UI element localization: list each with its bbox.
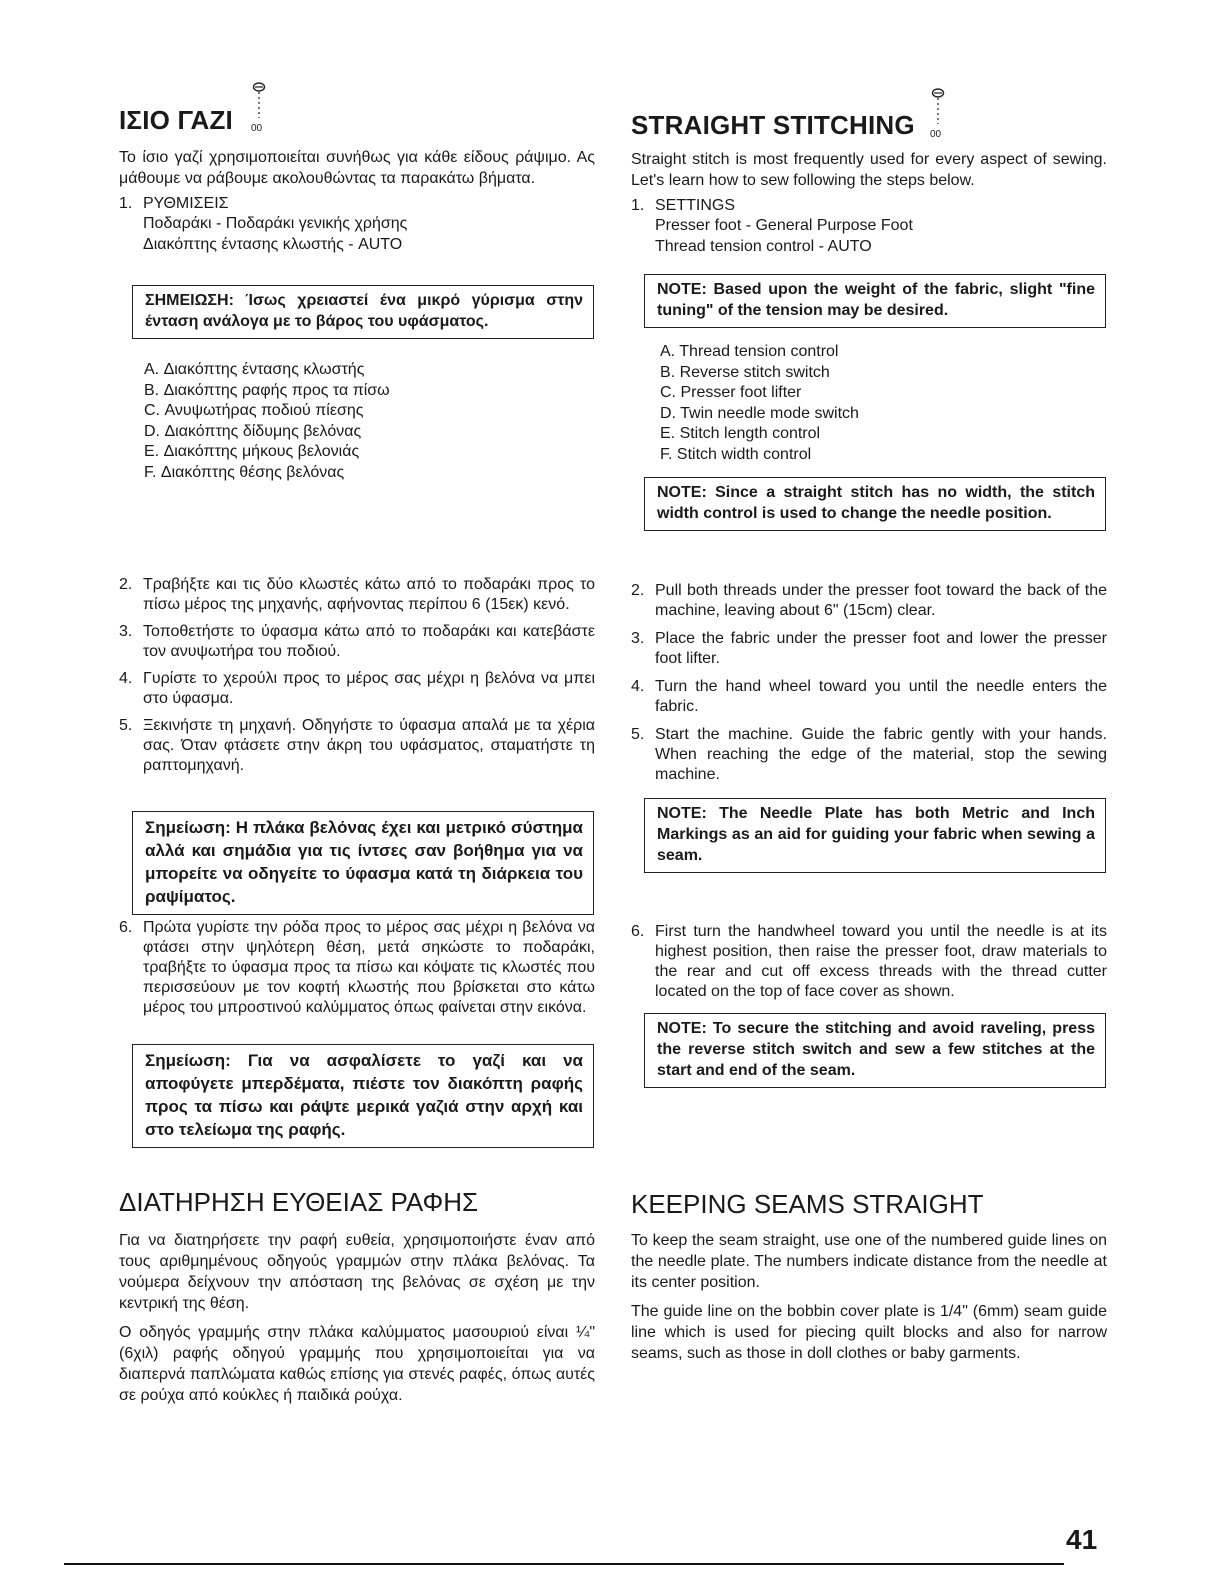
greek-keeping-p2: Ο οδηγός γραμμής στην πλάκα καλύμματος μασουριού είναι ¼" (6χιλ) ραφής οδηγού γραμμής που χρησιμοποιείται για να διαπερνά παπλώματα καθώς επίσης για στενές ραφές, όπως αυτές σε ρούχα από κούκλες ή παιδικά ρούχα.: [119, 1324, 595, 1404]
english-note-width: NOTE: Since a straight stitch has no width, the stitch width control is used to change the needle position.: [644, 477, 1106, 531]
english-settings-line2: Thread tension control - AUTO: [655, 237, 872, 255]
greek-control-d: D. Διακόπτης δίδυμης βελόνας: [144, 422, 362, 440]
english-section-title: STRAIGHT STITCHING: [631, 110, 915, 140]
english-settings-num: 1.: [631, 197, 645, 214]
greek-control-b: B. Διακόπτης ραφής προς τα πίσω: [144, 381, 390, 399]
greek-settings-line1: Ποδαράκι - Ποδαράκι γενικής χρήσης: [143, 215, 408, 232]
greek-settings: [119, 194, 595, 255]
straight-stitch-icon-english: [928, 86, 950, 138]
english-control-c: C. Presser foot lifter: [660, 384, 802, 401]
english-keeping-p2: The guide line on the bobbin cover plate is 1/4" (6mm) seam guide line which is used for piecing quilt blocks and also for narrow seams, such as those in doll clothes or baby garments.: [631, 1303, 1107, 1362]
greek-step-2: 2. Τραβήξτε και τις δύο κλωστές κάτω από το ποδαράκι προς το πίσω μέρος της μηχανής, αφήνοντας περίπου 6 (15εκ) κενό.: [119, 576, 595, 613]
greek-step-3: 3. Τοποθετήστε το ύφασμα κάτω από το ποδαράκι και κατεβάστε τον ανυψωτήρα του ποδιού.: [119, 623, 595, 660]
english-control-b: B. Reverse stitch switch: [660, 363, 830, 381]
english-control-d: D. Twin needle mode switch: [660, 404, 859, 422]
greek-settings-num: 1.: [119, 195, 133, 212]
english-step-3: 3. Place the fabric under the presser foot and lower the presser foot lifter.: [631, 630, 1107, 667]
english-title-row: [631, 110, 1107, 140]
stitch-code-left: 00: [251, 123, 263, 132]
greek-control-c: C. Ανυψωτήρας ποδιού πίεσης: [144, 402, 364, 419]
greek-note-secure: Σημείωση: Για να ασφαλίσετε το γαζί και να αποφύγετε μπερδέματα, πιέστε τον διακόπτη ραφής προς τα πίσω και ράψτε μερικά γαζιά στην αρχή και στο τελείωμα της ραφής.: [132, 1044, 594, 1148]
english-intro: Straight stitch is most frequently used for every aspect of sewing. Let's learn how to sew following the steps below.: [631, 151, 1107, 189]
greek-step-5: 5. Ξεκινήστε τη μηχανή. Οδηγήστε το ύφασμα απαλά με τα χέρια σας. Όταν φτάσετε στην άκρη του υφάσματος, σταματήστε τη ραπτομηχανή.: [119, 717, 595, 774]
greek-step-6: 6. Πρώτα γυρίστε την ρόδα προς το μέρος σας μέχρι η βελόνα να φτάσει στην ψηλότερη θέση, μετά σηκώστε το ποδαράκι, τραβήξτε το ύφασμα προς τα πίσω και κόψατε τις κλωστές που περισσεύουν με τον κοφτή κλωστής που βρίσκεται στο κάτω μέρος του μπροστινού καλύμματος όπως φαίνεται στην εικόνα.: [119, 919, 595, 1016]
greek-step-4: 4. Γυρίστε το χερούλι προς το μέρος σας μέχρι η βελόνα να μπει στο ύφασμα.: [119, 670, 595, 707]
greek-controls-list: [144, 360, 584, 483]
english-step-6: 6. First turn the handwheel toward you until the needle is at its highest position, then raise the presser foot, draw materials to the rear and cut off excess threads with the thread cutter located on the top of face cover as shown.: [631, 923, 1107, 1000]
english-keeping-p1: To keep the seam straight, use one of the numbered guide lines on the needle plate. The numbers indicate distance from the needle at its center position.: [631, 1232, 1107, 1291]
greek-control-e: E. Διακόπτης μήκους βελονιάς: [144, 443, 360, 460]
english-step-2: 2. Pull both threads under the presser foot toward the back of the machine, leaving about 6" (15cm) clear.: [631, 582, 1107, 619]
english-keeping-title: KEEPING SEAMS STRAIGHT: [631, 1189, 984, 1219]
english-note-tension: NOTE: Based upon the weight of the fabric, slight "fine tuning" of the tension may be desired.: [644, 274, 1106, 328]
greek-settings-title: ΡΥΘΜΙΣΕΙΣ: [143, 195, 229, 212]
stitch-code-right: 00: [930, 129, 942, 138]
greek-settings-line2: Διακόπτης έντασης κλωστής - AUTO: [143, 235, 403, 253]
english-settings-line1: Presser foot - General Purpose Foot: [655, 217, 913, 234]
greek-steps: [119, 575, 595, 776]
greek-section-title: ΙΣΙΟ ΓΑΖΙ: [119, 105, 233, 135]
greek-note-tension: ΣΗΜΕΙΩΣΗ: Ίσως χρειαστεί ένα μικρό γύρισμα στην ένταση ανάλογα με το βάρος του υφάσματος.: [132, 285, 594, 339]
greek-intro: Το ίσιο γαζί χρησιμοποιείται συνήθως για κάθε είδους ράψιμο. Ας μάθουμε να ράβουμε ακολουθώντας τα παρακάτω βήματα.: [119, 149, 595, 187]
greek-keeping-p1: Για να διατηρήσετε την ραφή ευθεία, χρησιμοποιήστε έναν από τους αριθμημένους οδηγούς γραμμών στην πλάκα βελόνας. Τα νούμερα δείχνουν την απόσταση της βελόνας σε σχέση με την κεντρική της θέση.: [119, 1232, 595, 1312]
greek-keeping-title: ΔΙΑΤΗΡΗΣΗ ΕΥΘΕΙΑΣ ΡΑΦΗΣ: [119, 1187, 479, 1217]
english-control-a: A. Thread tension control: [660, 343, 839, 360]
english-note-needle-plate: NOTE: The Needle Plate has both Metric and Inch Markings as an aid for guiding your fabric when sewing a seam.: [644, 798, 1106, 873]
page-number: 41: [1066, 1524, 1098, 1555]
english-note-secure: NOTE: To secure the stitching and avoid raveling, press the reverse stitch switch and sew a few stitches at the start and end of the seam.: [644, 1013, 1106, 1088]
english-controls-list: [660, 342, 1090, 465]
english-settings-title: SETTINGS: [655, 197, 736, 214]
english-steps: [631, 581, 1107, 785]
english-step-5: 5. Start the machine. Guide the fabric gently with your hands. When reaching the edge of the material, stop the sewing machine.: [631, 726, 1107, 783]
english-control-f: F. Stitch width control: [660, 445, 812, 463]
english-control-e: E. Stitch length control: [660, 425, 821, 442]
english-settings: [631, 196, 1107, 257]
greek-note-needle-plate: Σημείωση: Η πλάκα βελόνας έχει και μετρικό σύστημα αλλά και σημάδια για τις ίντσες σαν βοήθημα για να μπορείτε να οδηγείτε το ύφασμα κατά τη διάρκεια του ραψίματος.: [132, 811, 594, 915]
english-step-4: 4. Turn the hand wheel toward you until the needle enters the fabric.: [631, 678, 1107, 715]
greek-title-row: [119, 105, 595, 135]
footer-rule: [64, 1563, 1064, 1565]
straight-stitch-icon: [249, 80, 271, 132]
greek-control-a: A. Διακόπτης έντασης κλωστής: [144, 361, 365, 378]
greek-control-f: F. Διακόπτης θέσης βελόνας: [144, 463, 345, 481]
